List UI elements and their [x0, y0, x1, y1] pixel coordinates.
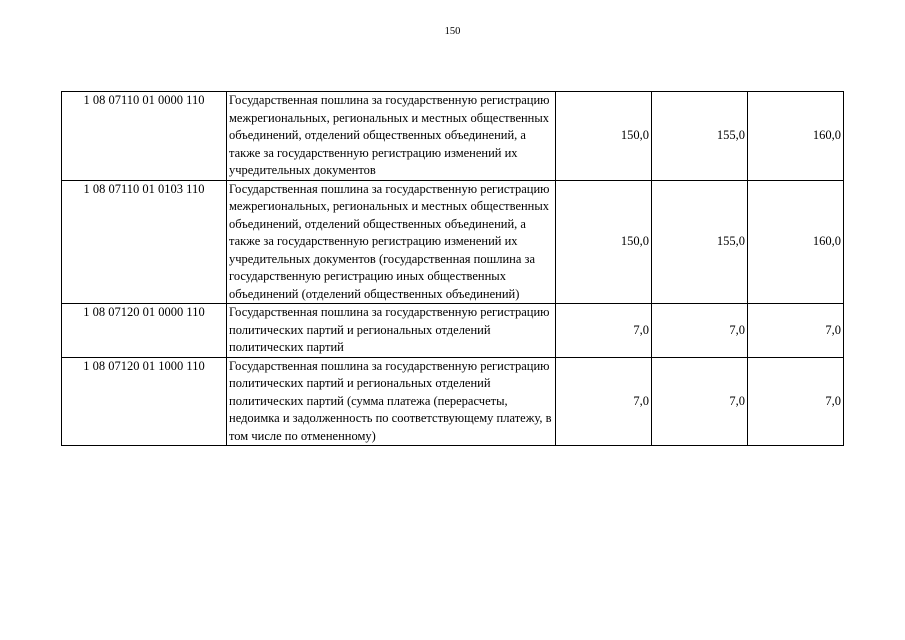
- amount-year-3: 7,0: [748, 357, 844, 446]
- revenue-name: Государственная пошлина за государственную регистрацию межрегиональных, региональных и местных общественных объединений, отделений общественных объединений, а также за государственную регистрацию изменений их учредительных документов (государственная пошлина за государственную регистрацию иных общественных объединений (отделений общественных объединений): [227, 180, 556, 304]
- amount-year-1: 7,0: [556, 304, 652, 358]
- amount-year-3: 7,0: [748, 304, 844, 358]
- budget-revenue-table: [61, 91, 844, 446]
- amount-year-2: 155,0: [652, 92, 748, 181]
- amount-year-3: 160,0: [748, 180, 844, 304]
- table-row: [62, 304, 844, 358]
- budget-classification-code: 1 08 07120 01 1000 110: [62, 357, 227, 446]
- revenue-name: Государственная пошлина за государственную регистрацию политических партий и региональных отделений политических партий: [227, 304, 556, 358]
- amount-year-1: 150,0: [556, 180, 652, 304]
- budget-classification-code: 1 08 07110 01 0000 110: [62, 92, 227, 181]
- revenue-name: Государственная пошлина за государственную регистрацию межрегиональных, региональных и местных общественных объединений, отделений общественных объединений, а также за государственную регистрацию изменений их учредительных документов: [227, 92, 556, 181]
- table-row: [62, 92, 844, 181]
- amount-year-1: 150,0: [556, 92, 652, 181]
- page-number: 150: [444, 26, 461, 37]
- table-row: [62, 180, 844, 304]
- table-row: [62, 357, 844, 446]
- revenue-name: Государственная пошлина за государственную регистрацию политических партий и региональных отделений политических партий (сумма платежа (перерасчеты, недоимка и задолженность по соответствующему платежу, в том числе по отмененному): [227, 357, 556, 446]
- budget-classification-code: 1 08 07110 01 0103 110: [62, 180, 227, 304]
- amount-year-3: 160,0: [748, 92, 844, 181]
- amount-year-1: 7,0: [556, 357, 652, 446]
- amount-year-2: 155,0: [652, 180, 748, 304]
- amount-year-2: 7,0: [652, 304, 748, 358]
- budget-classification-code: 1 08 07120 01 0000 110: [62, 304, 227, 358]
- amount-year-2: 7,0: [652, 357, 748, 446]
